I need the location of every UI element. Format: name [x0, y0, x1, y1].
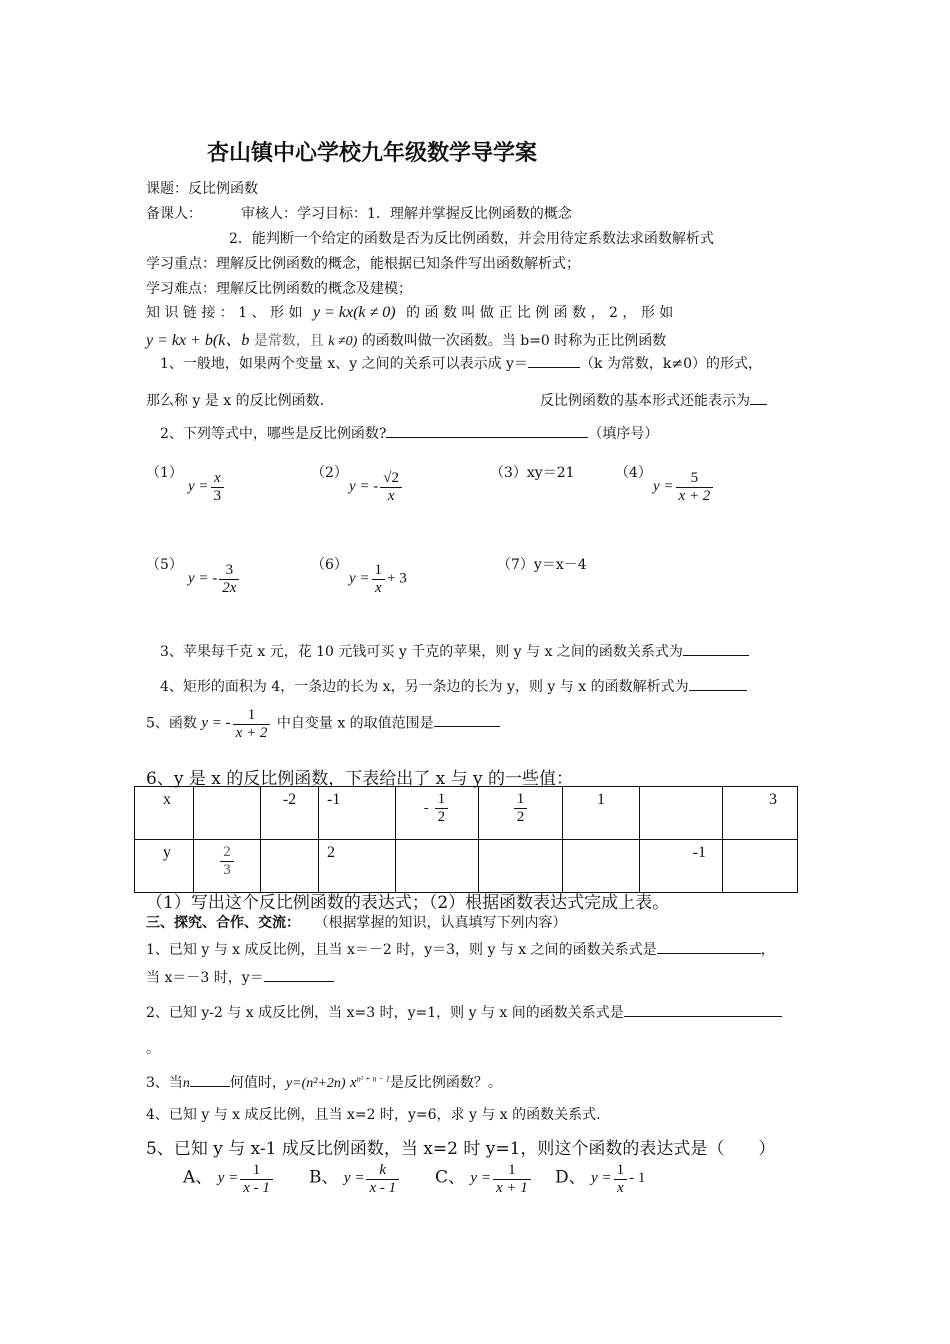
table-cell: 3	[723, 787, 798, 840]
table-cell: y	[135, 840, 194, 893]
table-cell[interactable]	[396, 840, 479, 893]
page-title: 杏山镇中心学校九年级数学导学案	[207, 141, 538, 166]
table-cell: x	[135, 787, 194, 840]
problem-text: 当 x＝－3 时，y＝	[146, 970, 264, 986]
section-3-heading	[146, 912, 566, 932]
q1-blank[interactable]	[528, 353, 580, 368]
q2-blank[interactable]	[386, 423, 588, 438]
problem-text: 3、当	[146, 1075, 183, 1091]
table-cell: -2	[261, 787, 319, 840]
difficulties: 学习难点：理解反比例函数的概念及建模；	[146, 281, 412, 297]
q2-item-6	[311, 554, 407, 596]
q1-line2: 那么称 y 是 x 的反比例函数.	[146, 393, 325, 409]
p3-expr: y=(n²+2n)	[285, 1076, 346, 1091]
question-1	[160, 353, 762, 373]
problem-text: 是反比例函数？。	[389, 1075, 502, 1091]
table-cell: 2	[319, 840, 396, 893]
question-2	[160, 423, 658, 443]
table-cell[interactable]	[479, 840, 563, 893]
item-expr: y = $\frac{1}{x}$ + 3	[349, 562, 407, 596]
q5-blank[interactable]	[434, 712, 500, 727]
topic: 课题：反比例函数	[146, 181, 258, 197]
item-label: （6）	[311, 557, 348, 573]
s3-problem-1b	[146, 967, 334, 987]
table-row-x	[135, 787, 798, 840]
xy-table	[134, 786, 798, 893]
q2-item-7: （7）y＝x－4	[497, 557, 587, 573]
p1b-blank[interactable]	[264, 967, 334, 982]
item-label: （4）	[615, 465, 652, 481]
goal-2: 2．能判断一个给定的函数是否为反比例函数，并会用待定系数法求函数解析式	[229, 231, 714, 247]
option-b[interactable]: B、 y = $\frac{k}{x - 1}$	[309, 1162, 401, 1196]
table-cell[interactable]	[563, 840, 640, 893]
s3-problem-2-end: 。	[146, 1041, 160, 1057]
q1-text: 1、一般地，如果两个变量 x、y 之间的关系可以表示成 y＝	[160, 356, 528, 372]
table-cell[interactable]	[640, 787, 723, 840]
knowledge-prefix: 知 识 链 接 ： 1 、 形 如	[146, 305, 303, 321]
q1-basic-form	[540, 390, 767, 410]
s3-problem-4: 4、已知 y 与 x 成反比例，且当 x=2 时，y=6，求 y 与 x 的函数关系式.	[146, 1107, 601, 1123]
q3-blank[interactable]	[683, 641, 749, 656]
knowledge-line-2	[146, 327, 666, 350]
item-expr: y = - $\frac{√2}{x}$	[349, 470, 404, 504]
q2-item-4	[615, 462, 711, 504]
question-5	[146, 707, 500, 741]
question-3	[160, 641, 749, 661]
section-note: （根据掌握的知识，认真填写下列内容）	[314, 915, 567, 931]
item-label: （2）	[311, 465, 348, 481]
q5-prefix: 5、函数	[146, 715, 197, 732]
q5-text: 中自变量 x 的取值范围是	[276, 715, 434, 732]
knowledge-mid: 的 函 数 叫 做 正 比 例 函 数 ， 2 ， 形 如	[406, 305, 674, 321]
question-6: 6、y 是 x 的反比例函数，下表给出了 x 与 y 的一些值：	[146, 769, 574, 789]
table-cell[interactable]	[194, 787, 261, 840]
table-cell[interactable]	[723, 840, 798, 893]
q2-tail: （填序号）	[588, 426, 659, 442]
option-c[interactable]: C、 y = $\frac{1}{x + 1}$	[435, 1162, 533, 1196]
q2-item-3: （3）xy＝21	[490, 465, 575, 481]
s3-problem-5: 5、已知 y 与 x-1 成反比例函数，当 x=2 时 y=1，则这个函数的表达式是（ ）	[146, 1139, 776, 1159]
section-heading: 三、探究、合作、交流：	[146, 915, 300, 931]
q2-text: 2、下列等式中，哪些是反比例函数?	[160, 426, 387, 442]
item-label: （1）	[146, 465, 183, 481]
q3-text: 3、苹果每千克 x 元，花 10 元钱可买 y 千克的苹果，则 y 与 x 之间的函数关系式为	[160, 644, 683, 660]
reviewer-goal: 审核人：学习目标：1．理解并掌握反比例函数的概念	[241, 206, 572, 222]
p1-blank[interactable]	[657, 939, 761, 954]
problem-text: 何值时，	[229, 1075, 286, 1091]
item-expr: y = $\frac{5}{x + 2}$	[653, 470, 715, 504]
knowledge-line-1	[146, 302, 673, 322]
table-cell: 1	[563, 787, 640, 840]
linear-form: y = kx + b(k、b	[146, 332, 250, 349]
table-cell: - $\frac{1}{2}$	[396, 787, 479, 840]
table-row-y	[135, 840, 798, 893]
q4-blank[interactable]	[689, 676, 747, 691]
p3-exponent: n² + n − 1	[356, 1074, 390, 1084]
item-expr: y = - $\frac{3}{2x}$	[188, 562, 241, 596]
s3-problem-3	[146, 1072, 502, 1092]
table-cell: $\frac{2}{3}$	[194, 840, 261, 893]
preparer: 备课人：	[146, 206, 202, 222]
table-cell: -1	[640, 840, 723, 893]
linear-k: k ≠0)	[328, 334, 358, 349]
proportional-form: y = kx(k ≠ 0)	[312, 304, 396, 321]
item-label: （5）	[146, 557, 183, 573]
item-expr: y = $\frac{x}{3}$	[188, 470, 226, 504]
p3-blank[interactable]	[190, 1072, 230, 1087]
q1-tail: （k 为常数，k≠0）的形式，	[579, 356, 763, 372]
table-cell[interactable]	[261, 840, 319, 893]
q1-basic-text: 反比例函数的基本形式还能表示为	[540, 393, 750, 409]
linear-desc: 的函数叫做一次函数。当 b=0 时称为正比例函数	[361, 333, 667, 349]
option-d[interactable]: D、 y = $\frac{1}{x}$ - 1	[555, 1162, 646, 1196]
option-a[interactable]: A、 y = $\frac{1}{x - 1}$	[183, 1162, 275, 1196]
table-cell: $\frac{1}{2}$	[479, 787, 563, 840]
q2-item-1	[146, 462, 222, 504]
question-4	[160, 676, 747, 696]
q2-item-5	[146, 554, 237, 596]
problem-text: 2、已知 y-2 与 x 成反比例，当 x=3 时，y=1，则 y 与 x 间的函数关系式是	[146, 1005, 624, 1021]
p3-x: x	[350, 1075, 357, 1091]
p1-comma: ，	[760, 942, 775, 958]
q6-instructions: （1）写出这个反比例函数的表达式；（2）根据函数表达式完成上表。	[146, 893, 670, 913]
linear-condition: 是常数，且	[253, 333, 324, 349]
p2-blank[interactable]	[624, 1002, 782, 1017]
table-cell: -1	[319, 787, 396, 840]
problem-text: 1、已知 y 与 x 成反比例，且当 x＝－2 时，y＝3，则 y 与 x 之间的函数关系式是	[146, 942, 657, 958]
q5-expr: y = - $\frac{1}{x + 2}$	[201, 715, 272, 731]
s3-problem-1	[146, 939, 775, 959]
var-n: n	[182, 1076, 190, 1091]
key-points: 学习重点：理解反比例函数的概念，能根据已知条件写出函数解析式；	[146, 256, 580, 272]
s3-problem-2	[146, 1002, 782, 1022]
q1-basic-blank[interactable]	[750, 390, 767, 405]
q2-item-2	[311, 462, 400, 504]
q4-text: 4、矩形的面积为 4，一条边的长为 x，另一条边的长为 y，则 y 与 x 的函数解析式为	[160, 679, 689, 695]
